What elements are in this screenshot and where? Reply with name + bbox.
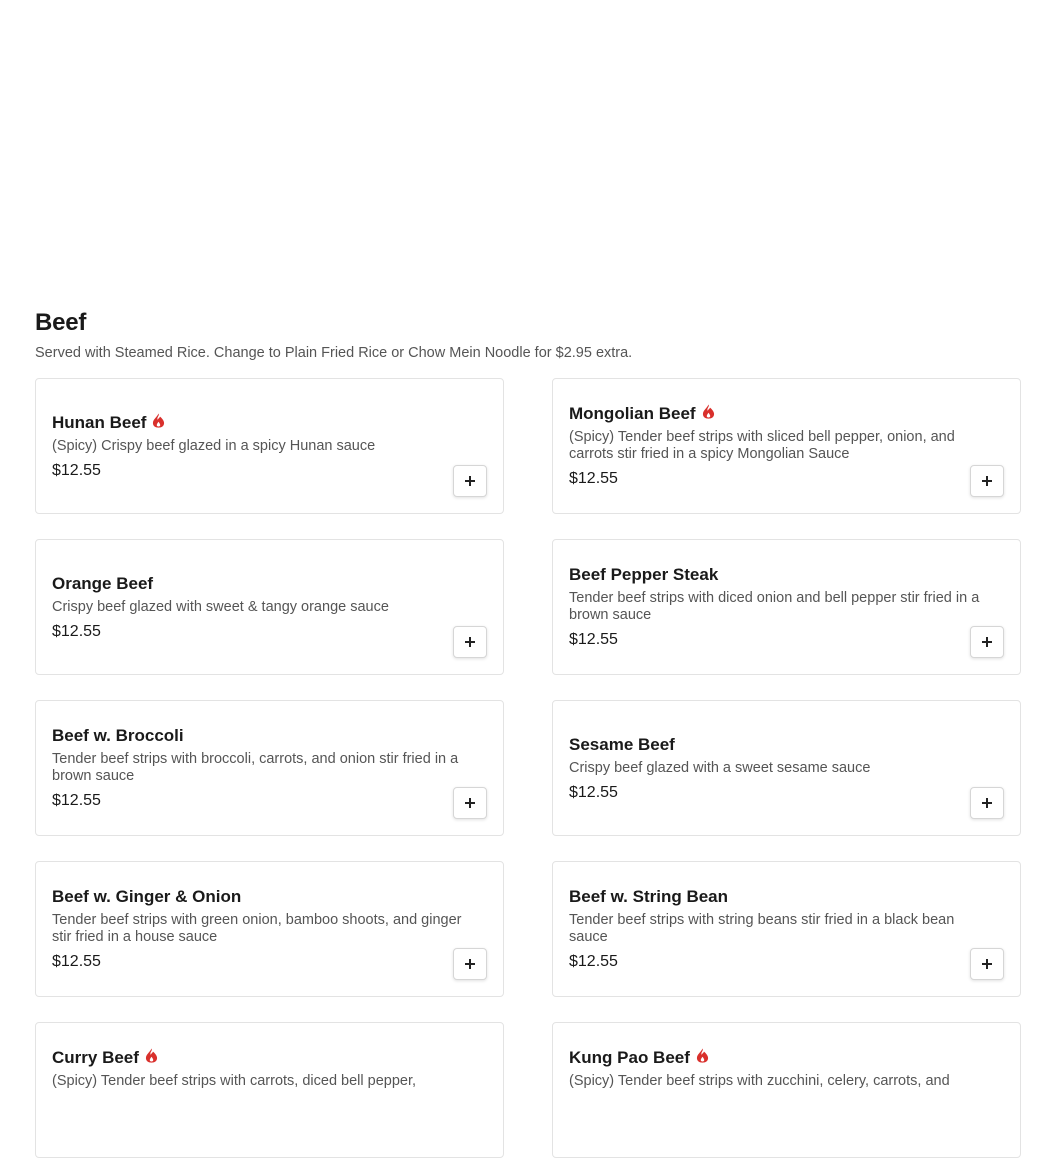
menu-section-beef (35, 308, 1021, 362)
plus-icon (982, 959, 992, 969)
plus-icon (982, 798, 992, 808)
add-item-button[interactable] (453, 465, 487, 497)
item-description: Tender beef strips with broccoli, carrots, and onion stir fried in a brown sauce (52, 751, 459, 784)
item-description: Crispy beef glazed with a sweet sesame sauce (569, 759, 871, 776)
add-item-button[interactable] (970, 465, 1004, 497)
item-description: (Spicy) Tender beef strips with sliced bell pepper, onion, and carrots stir fried in a spicy Mongolian Sauce (569, 429, 955, 462)
menu-item-card[interactable] (552, 1022, 1021, 1158)
item-name: Orange Beef (52, 573, 154, 593)
add-item-button[interactable] (453, 626, 487, 658)
item-name: Beef w. Ginger & Onion (52, 887, 242, 906)
plus-icon (982, 637, 992, 647)
item-name: Beef Pepper Steak (569, 565, 719, 584)
item-description: (Spicy) Tender beef strips with zucchini, celery, carrots, and (569, 1073, 950, 1089)
flame-icon (152, 413, 165, 428)
flame-icon (145, 1048, 158, 1063)
item-name: Beef w. Broccoli (52, 726, 184, 745)
menu-item-card[interactable] (35, 378, 504, 514)
section-description: Served with Steamed Rice. Change to Plain Fried Rice or Chow Mein Noodle for $2.95 extra. (35, 345, 633, 361)
item-description: Tender beef strips with string beans stir fried in a black bean sauce (569, 912, 955, 945)
menu-item-card[interactable] (552, 861, 1021, 997)
section-title: Beef (35, 309, 87, 336)
item-price: $12.55 (569, 953, 618, 970)
menu-item-card[interactable] (35, 1022, 504, 1158)
menu-item-card[interactable] (552, 539, 1021, 675)
plus-icon (465, 798, 475, 808)
menu-item-card[interactable] (35, 700, 504, 836)
item-price: $12.55 (52, 953, 101, 970)
flame-icon (702, 404, 715, 419)
add-item-button[interactable] (970, 948, 1004, 980)
item-name: Hunan Beef (52, 412, 147, 432)
item-description: Tender beef strips with green onion, bamboo shoots, and ginger stir fried in a house sauce (52, 912, 462, 945)
menu-item-grid (35, 378, 1021, 1158)
add-item-button[interactable] (970, 626, 1004, 658)
item-description: (Spicy) Tender beef strips with carrots, diced bell pepper, (52, 1073, 417, 1089)
add-item-button[interactable] (970, 787, 1004, 819)
item-description: Crispy beef glazed with sweet & tangy orange sauce (52, 598, 389, 615)
menu-item-card[interactable] (552, 700, 1021, 836)
item-name: Sesame Beef (569, 734, 675, 754)
item-price: $12.55 (569, 783, 618, 801)
flame-icon (696, 1048, 709, 1063)
plus-icon (982, 476, 992, 486)
item-name: Kung Pao Beef (569, 1048, 690, 1067)
item-price: $12.55 (569, 470, 618, 487)
item-price: $12.55 (52, 792, 101, 809)
plus-icon (465, 959, 475, 969)
item-description: Tender beef strips with diced onion and bell pepper stir fried in a brown sauce (569, 590, 980, 623)
plus-icon (465, 476, 475, 486)
menu-item-card[interactable] (552, 378, 1021, 514)
item-description: (Spicy) Crispy beef glazed in a spicy Hunan sauce (52, 437, 376, 454)
item-name: Mongolian Beef (569, 404, 696, 423)
item-price: $12.55 (569, 631, 618, 648)
add-item-button[interactable] (453, 948, 487, 980)
add-item-button[interactable] (453, 787, 487, 819)
menu-item-card[interactable] (35, 861, 504, 997)
item-price: $12.55 (52, 622, 101, 640)
item-price: $12.55 (52, 461, 101, 479)
item-name: Beef w. String Bean (569, 887, 729, 906)
item-name: Curry Beef (52, 1048, 139, 1067)
plus-icon (465, 637, 475, 647)
menu-item-card[interactable] (35, 539, 504, 675)
